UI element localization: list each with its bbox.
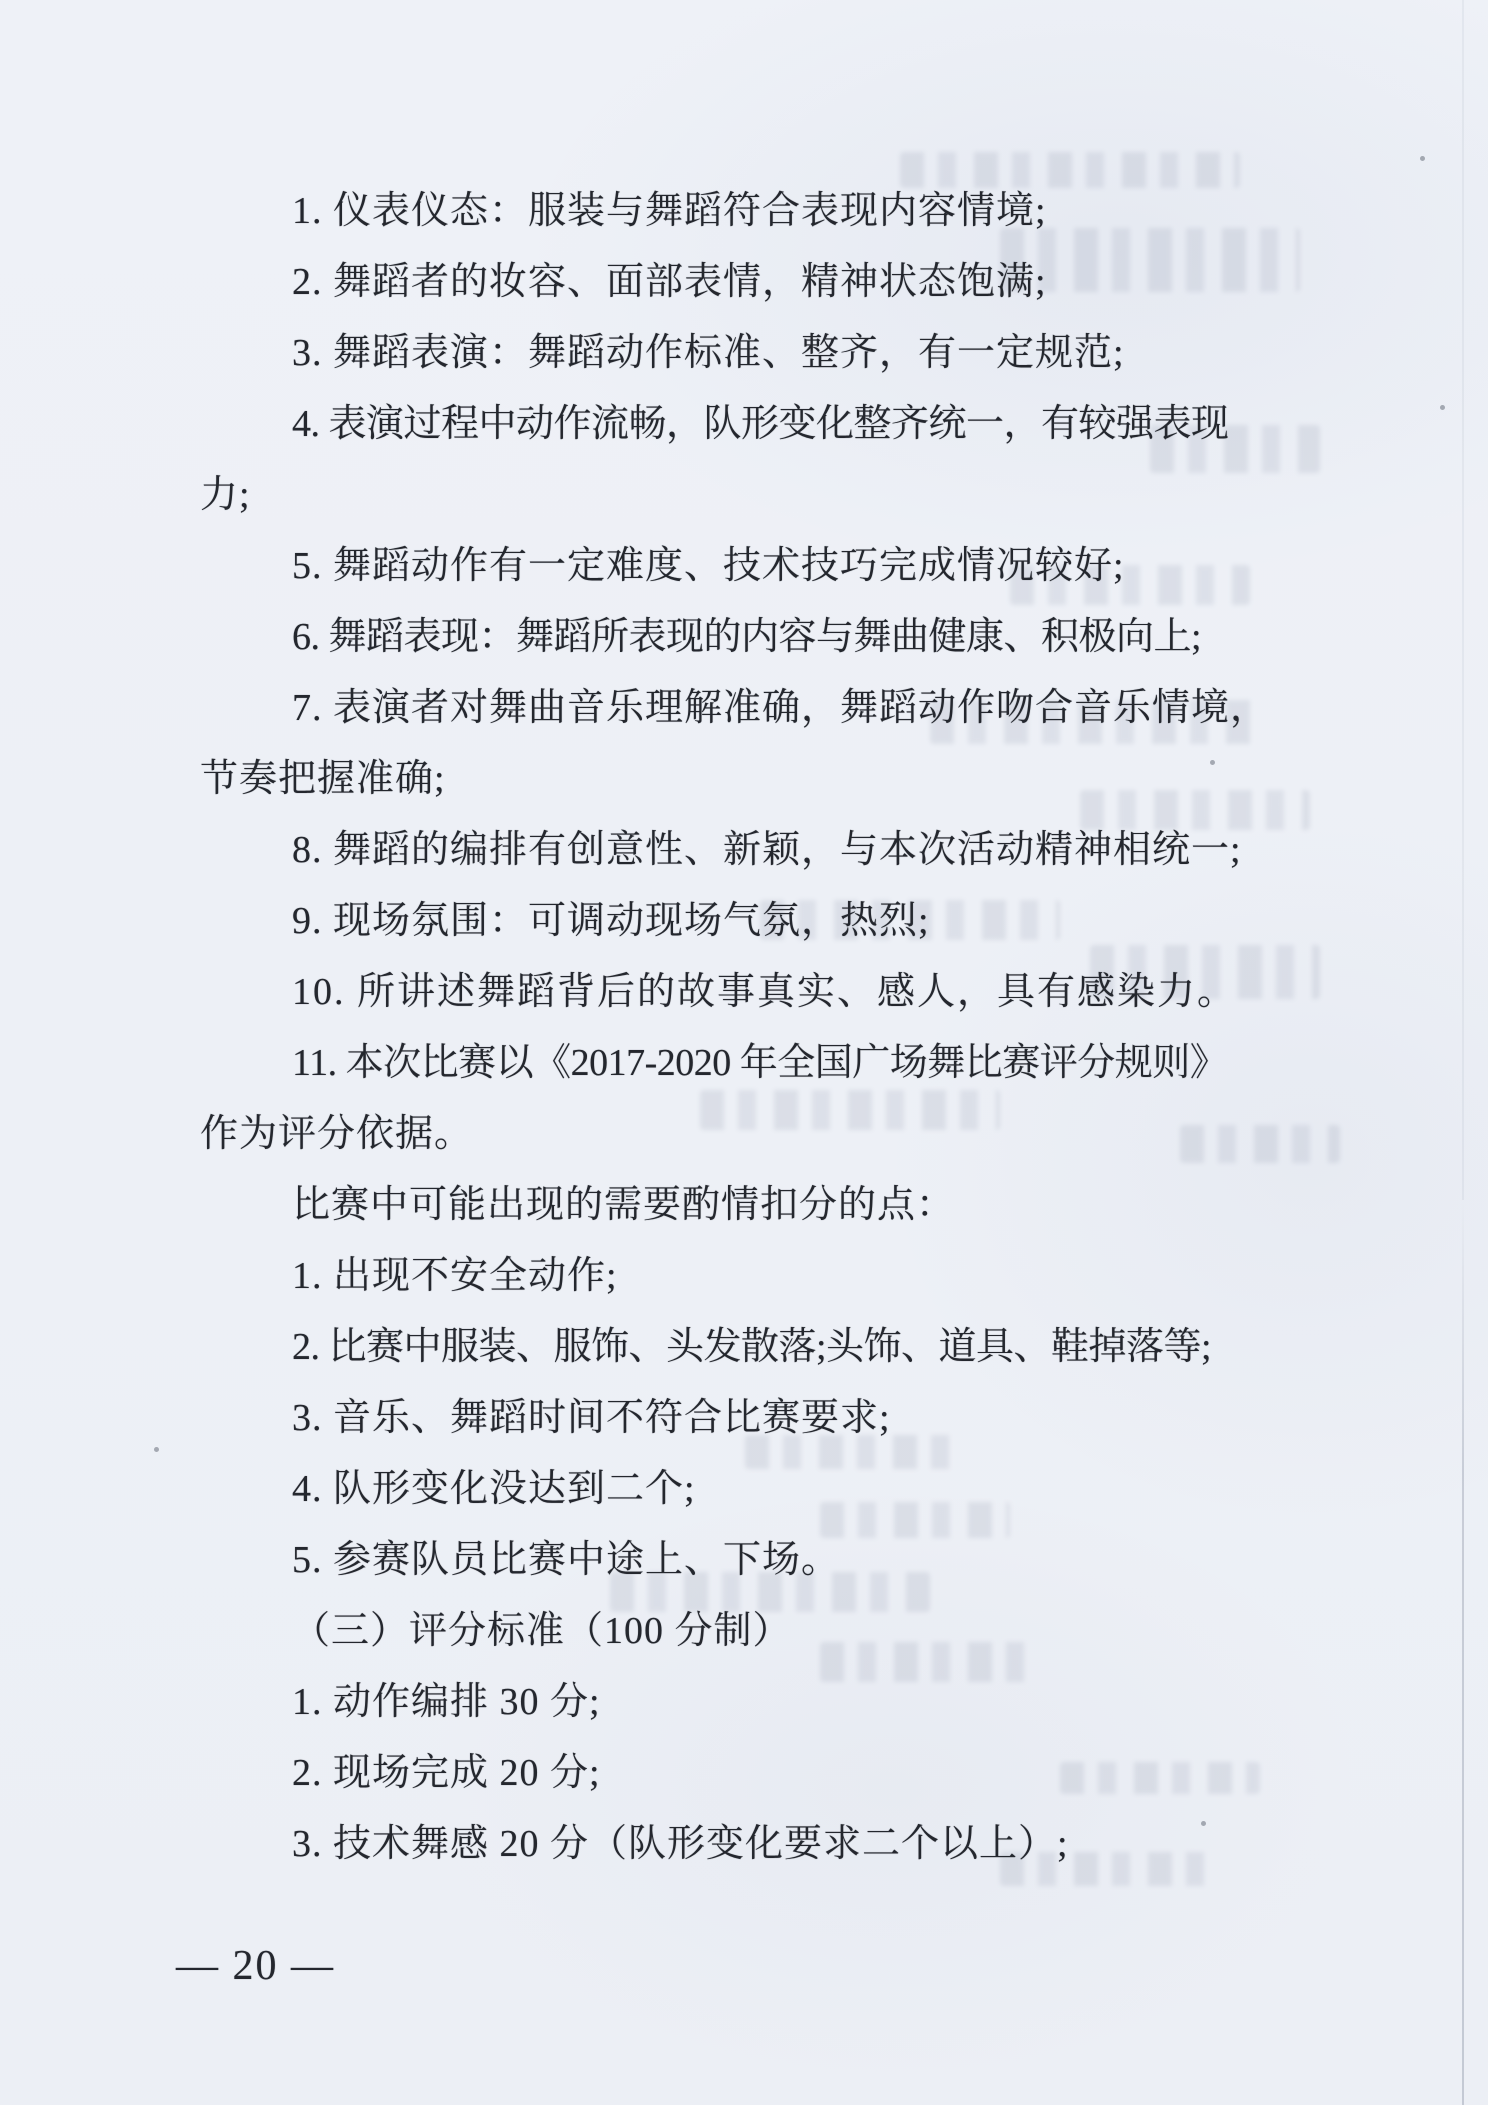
doc-line: 5. 参赛队员比赛中途上、下场。 [292, 1539, 841, 1581]
doc-line: 3. 音乐、舞蹈时间不符合比赛要求; [292, 1397, 891, 1439]
scan-edge-line-faint [1462, 0, 1464, 1200]
doc-line: 9. 现场氛围：可调动现场气氛，热烈; [292, 900, 930, 942]
doc-line: 力; [200, 474, 251, 516]
scan-speck [154, 1447, 159, 1452]
scan-speck [1440, 405, 1445, 410]
doc-line: 1. 动作编排 30 分; [292, 1681, 601, 1723]
doc-line: 作为评分依据。 [200, 1113, 474, 1155]
doc-line: 4. 队形变化没达到二个; [292, 1468, 696, 1510]
doc-line: 3. 舞蹈表演：舞蹈动作标准、整齐，有一定规范; [292, 332, 1125, 374]
doc-line: 比赛中可能出现的需要酌情扣分的点： [292, 1184, 956, 1226]
doc-line: 8. 舞蹈的编排有创意性、新颖，与本次活动精神相统一; [292, 829, 1242, 871]
doc-line: 2. 比赛中服装、服饰、头发散落;头饰、道具、鞋掉落等; [292, 1326, 1212, 1368]
doc-line: 7. 表演者对舞曲音乐理解准确，舞蹈动作吻合音乐情境， [292, 687, 1270, 729]
doc-line: （三）评分标准（100 分制） [292, 1610, 792, 1652]
doc-line: 10. 所讲述舞蹈背后的故事真实、感人，具有感染力。 [292, 971, 1238, 1013]
doc-line: 1. 出现不安全动作; [292, 1255, 618, 1297]
page-number: — 20 — [176, 1943, 335, 1989]
doc-line: 2. 舞蹈者的妆容、面部表情，精神状态饱满; [292, 261, 1047, 303]
doc-line: 节奏把握准确; [200, 758, 446, 800]
doc-line: 1. 仪表仪态：服装与舞蹈符合表现内容情境; [292, 190, 1047, 232]
doc-line: 3. 技术舞感 20 分（队形变化要求二个以上）; [292, 1823, 1069, 1865]
scan-edge-line [1462, 1200, 1464, 2105]
doc-line: 4. 表演过程中动作流畅，队形变化整齐统一，有较强表现 [292, 403, 1229, 445]
doc-line: 5. 舞蹈动作有一定难度、技术技巧完成情况较好; [292, 545, 1125, 587]
scan-speck [1420, 156, 1425, 161]
doc-line: 6. 舞蹈表现：舞蹈所表现的内容与舞曲健康、积极向上; [292, 616, 1202, 658]
doc-line: 2. 现场完成 20 分; [292, 1752, 601, 1794]
document-body [200, 176, 1270, 1880]
doc-line: 11. 本次比赛以《2017-2020 年全国广场舞比赛评分规则》 [292, 1042, 1228, 1084]
